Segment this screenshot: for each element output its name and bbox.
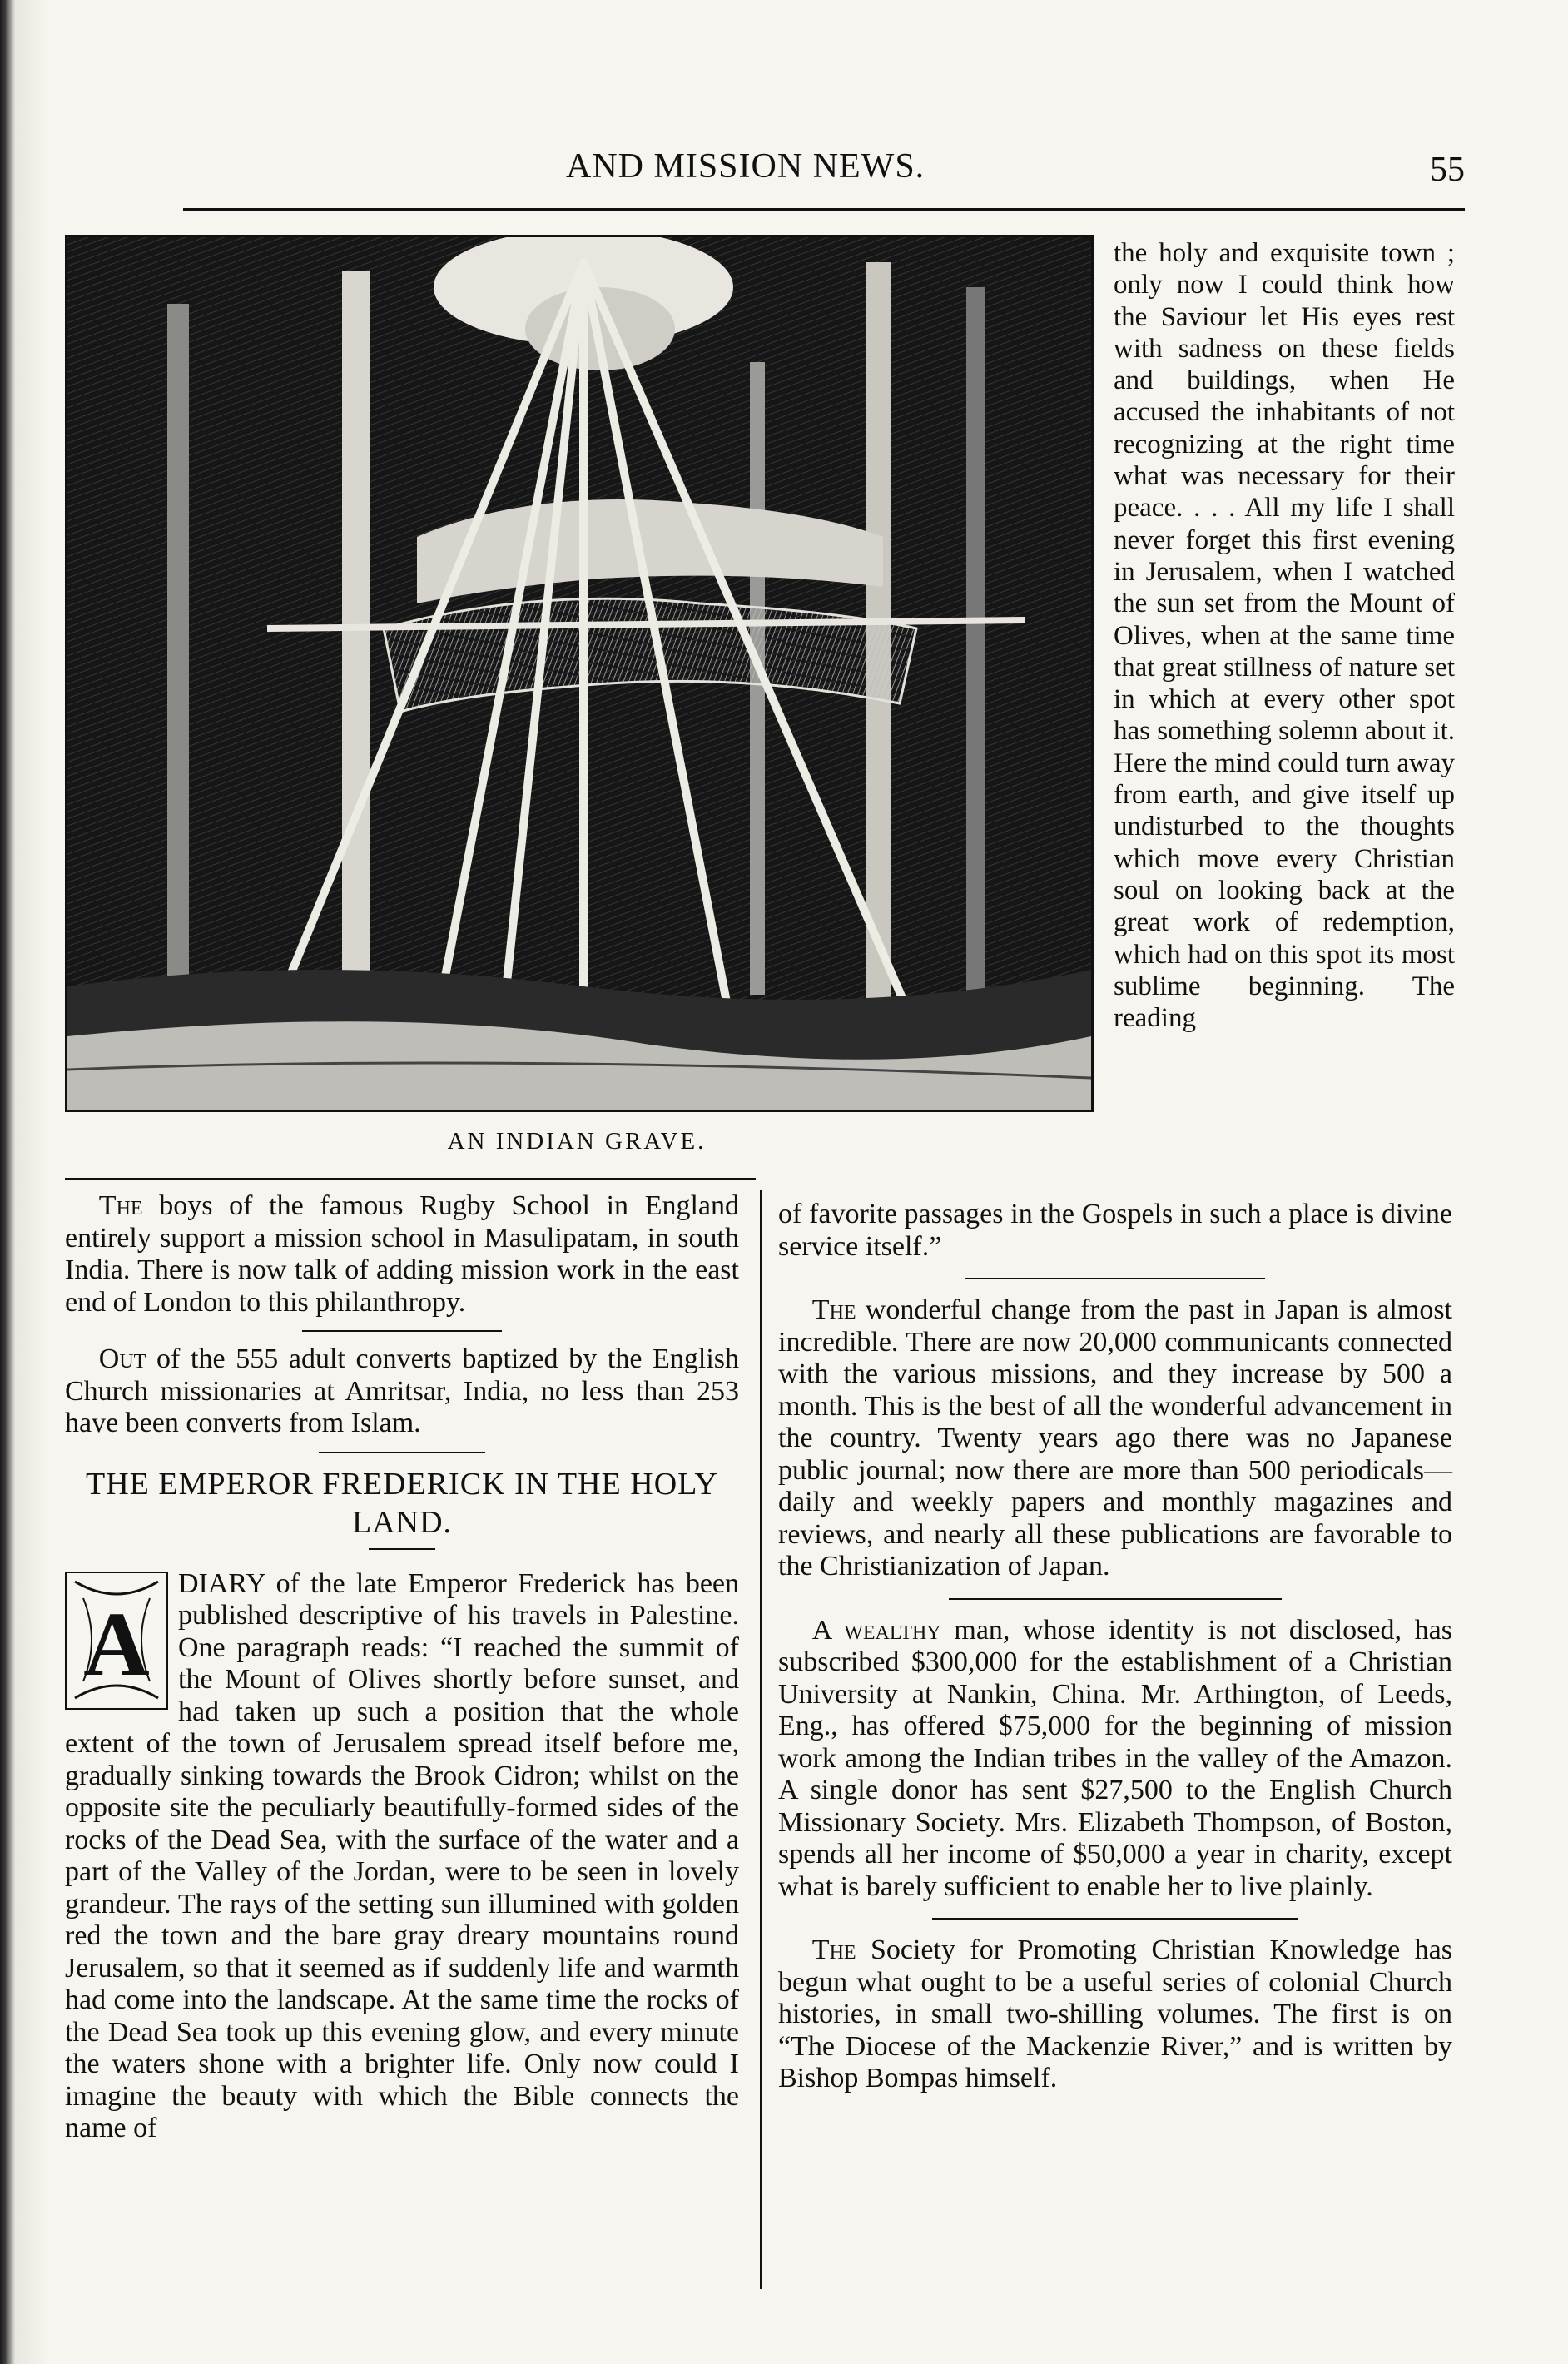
header-rule: [183, 208, 1465, 211]
separator-rule: [302, 1330, 502, 1332]
amritsar-text: of the 555 adult converts baptized by the English Church missionaries at Amritsar, India, no less than 253 have been converts from Islam.: [65, 1343, 739, 1438]
right-top-column: [1114, 237, 1455, 1034]
rugby-text: boys of the famous Rugby School in England entirely support a mission school in Masulipatam, in south India. There is now talk of adding mission work in the east end of London to this philanthropy.: [65, 1190, 739, 1318]
dropcap-ornament-icon: [67, 1573, 166, 1708]
article-heading: THE EMPEROR FREDERICK IN THE HOLY LAND.: [86, 1466, 718, 1540]
separator-rule: [949, 1598, 1282, 1600]
continued-diary-text: the holy and exquisite town ; only now I could think how the Saviour let His eyes rest with sadness on these fields and buildings, when He accused the inhabitants of not recognizing at the right time what was necessary for their peace. . . . All my life I shall never forget this first evening in Jerusalem, when I watched the sun set from the Mount of Olives, when at the same time that great stillness of nature set in which at every other spot has something solemn about it. Here the mind could turn away from earth, and give itself up undisturbed to the thoughts which move every Christian soul on looking back at the great work of redemption, which had on this spot its most sublime beginning. The reading: [1114, 238, 1455, 1034]
separator-rule: [319, 1452, 485, 1453]
caption-rule: [65, 1178, 756, 1180]
running-header: [183, 147, 1465, 193]
running-title: AND MISSION NEWS.: [566, 147, 925, 186]
amritsar-lead: Out: [98, 1343, 146, 1374]
japan-lead: The: [811, 1294, 856, 1325]
ornamental-dropcap: [65, 1572, 168, 1710]
emperor-diary-paragraph: [65, 1568, 739, 2145]
donations-text: man, whose identity is not disclosed, has subscribed $300,000 for the establishment of a Christian University at Nankin, China. Mr. Arthington, of Leeds, Eng., has offered $75,000 for the beginning of mission work among the Indian tribes in the valley of the Amazon. A single donor has sent $27,500 to the English Church Missionary Society. Mrs. Elizabeth Thompson, of Boston, spends all her income of $50,000 a year in charity, except what is barely sufficient to enable her to live plainly.: [778, 1614, 1452, 1902]
separator-rule: [932, 1918, 1298, 1920]
separator-rule: [965, 1278, 1265, 1279]
page-binding-edge: [0, 0, 50, 2364]
amritsar-paragraph: [65, 1343, 739, 1440]
right-column: [778, 1199, 1452, 2095]
left-column: [65, 1190, 739, 2145]
page-number: 55: [1430, 151, 1465, 189]
indian-grave-illustration: [65, 235, 1094, 1112]
illustration-caption: AN INDIAN GRAVE.: [447, 1128, 707, 1155]
donations-lead: A wealthy: [811, 1614, 941, 1646]
emperor-diary-text: DIARY of the late Emperor Frederick has been published descriptive of his travels in Palestine. One paragraph reads: “I reached the summit of the Mount of Olives shortly before sunset, and had taken up such a position that the whole extent of the town of Jerusalem spread itself before me, gradually sinking towards the Brook Cidron; whilst on the opposite site the peculiarly beautifully-formed sides of the rocks of the Dead Sea, with the surface of the water and a part of the Valley of the Jordan, were to be seen in lovely grandeur. The rays of the setting sun illumined with golden red the town and the bare gray dreary mountains round Jerusalem, so that it seemed as if suddenly life and warmth had come into the landscape. At the same time the rocks of the Dead Sea took up this evening glow, and every minute the waters shone with a brighter life. Only now could I imagine the beauty with which the Bible connects the name of: [65, 1567, 739, 2143]
japan-paragraph: [778, 1294, 1452, 1583]
reading-continuation: of favorite passages in the Gospels in such a place is divine service itself.”: [778, 1199, 1452, 1262]
spck-paragraph: [778, 1934, 1452, 2095]
heading-rule: [369, 1548, 435, 1550]
spck-text: Society for Promoting Christian Knowledge has begun what ought to be a useful series of colonial Church histories, in small two-shilling volumes. The first is on “The Diocese of the Mackenzie River,” and is written by Bishop Bompas himself.: [778, 1934, 1452, 2093]
column-divider: [760, 1190, 762, 2289]
spck-lead: The: [811, 1934, 856, 1965]
dropcap-letter: A: [83, 1592, 150, 1695]
rugby-school-paragraph: [65, 1190, 739, 1319]
rugby-lead: The: [98, 1190, 143, 1221]
engraving-artwork: [67, 237, 1091, 1110]
japan-text: wonderful change from the past in Japan is almost incredible. There are now 20,000 communicants connected with the various missions, and they increase by 500 a month. This is the best of all the wonderful advancement in the country. Twenty years ago there was no Japanese public journal; now there are more than 500 periodicals—daily and weekly papers and monthly magazines and reviews, and nearly all these publications are favorable to the Christianization of Japan.: [778, 1294, 1452, 1582]
donations-paragraph: [778, 1615, 1452, 1904]
